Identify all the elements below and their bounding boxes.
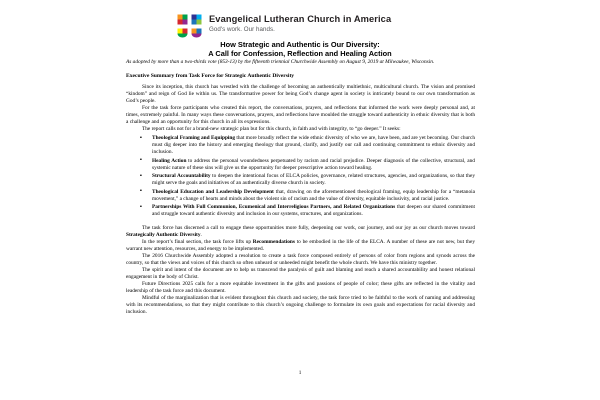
closing-2-post: to be embodied in the life of the ELCA. A number of these are not new, but they warrant new attention, resources, and energy to be implemented. — [126, 238, 476, 252]
paragraph-closing-5: Future Directions 2025 calls for a more equitable investment in the gifts and passions of people of color; these gifts are reflected in the vitality and leadership of the task force and this document. — [126, 280, 475, 294]
closing-2-bold: Recommendations — [252, 238, 295, 245]
paragraph-closing-3: The 2016 Churchwide Assembly adopted a resolution to create a task force composed entirely of persons of color from regions and synods across the country, so that the views and voices of this church so often unheard or unheeded might benefit the whole church. We have this ministry together. — [126, 252, 475, 266]
seeks-bullet-list — [126, 135, 475, 218]
closing-1-bold: Strategically Authentic Diversity — [126, 231, 201, 238]
elca-cross-shield-logo — [176, 13, 203, 39]
closing-1-post: . — [200, 231, 202, 238]
bullet-lead: Theological Education and Leadership Development — [152, 188, 274, 195]
list-item — [126, 204, 475, 218]
paragraph-intro-2: For the task force participants who created this report, the conversations, prayers, and reflections that informed the work were deeply personal and, at times, extremely painful. In many ways these conversations, prayers, and reflections have moulded the struggle toward authenticity in ethnic diversity that is both a challenge and an opportunity for this church in all its expressions. — [126, 104, 475, 125]
bullet-text: to address the personal woundedness perpetuated by racism and racial prejudice. Deeper diagnosis of the collective, structural, and systemic nature of these sins will give us the opportunity for deeper prescriptive action toward healing. — [152, 157, 475, 171]
document-title — [0, 40, 600, 59]
organization-tagline: God's work. Our hands. — [209, 26, 275, 33]
bullet-lead: Partnerships With Full Communion, Ecumenical and Interreligious Partners, and Related Organizations — [152, 204, 396, 211]
adoption-note: As adopted by more than a two-thirds vote (853-13) by the fifteenth triennial Churchwide Assembly on August 9, 2019 at Milwaukee, Wisconsin. — [126, 59, 435, 65]
paragraph-intro-1: Since its inception, this church has wrestled with the challenge of becoming an authentically multiethnic, multicultural church. The vision and promised “kindom” and reign of God lie within us. The transformative power for being God’s change agent in society is intricately bound to our own transformation as God’s people. — [126, 83, 475, 104]
page-number: 1 — [298, 370, 302, 376]
paragraph-intro-3: The report calls not for a brand-new strategic plan but for this church, in faith and with integrity, to “go deeper.” It seeks: — [142, 125, 401, 132]
paragraph-closing-6: Mindful of the marginalization that is evident throughout this church and society, the task force tried to be faithful to the work of naming and addressing with its recommendations, so that they might contribute to this church’s ongoing challenge to formulate its own goals and expectations for racial diversity and inclusion. — [126, 294, 475, 315]
masthead — [176, 13, 391, 39]
paragraph-closing-4: The spirit and intent of the document are to help us transcend the paralysis of guilt and blaming and reach a shared accountability and honest relational engagement in the body of Christ. — [126, 266, 475, 280]
bullet-text: that, drawing on the aforementioned theological framing, equip leadership for a “metanoia movement,” a change of hearts and minds about the violent sin of racism and the value of diversity, equitable inclusivity, and racial justice. — [152, 188, 475, 202]
bullet-lead: Healing Action — [152, 157, 187, 164]
masthead-text — [209, 13, 391, 34]
list-item — [126, 189, 475, 203]
list-item — [126, 135, 475, 156]
list-item — [126, 158, 475, 172]
organization-name: Evangelical Lutheran Church in America — [209, 14, 392, 24]
closing-2-pre: In the report’s final section, the task force lifts up — [142, 238, 253, 245]
paragraph-closing-2 — [126, 239, 475, 253]
bullet-text: that more broadly reflect the wide ethnic diversity of who we are, have been, and are yet becoming. Our church must dig deeper into the history and emerging theology that ground, clarify, and justify our call and continuing commitment to ethnic diversity and inclusion. — [152, 135, 475, 156]
bullet-lead: Structural Accountability — [152, 173, 211, 180]
bullet-lead: Theological Framing and Equipping — [152, 135, 236, 142]
document-title-line-1: How Strategic and Authentic is Our Diversity: — [220, 40, 380, 49]
document-title-line-2: A Call for Confession, Reflection and Healing Action — [208, 49, 392, 59]
list-item — [126, 173, 475, 187]
section-heading: Executive Summary from Task Force for Strategic Authentic Diversity — [126, 73, 295, 79]
paragraph-closing-1 — [126, 225, 475, 239]
bullet-text: that deepen our shared commitment and struggle toward authentic diversity and inclusion in our systems, structures, and organizations. — [152, 204, 475, 218]
document-body — [126, 59, 475, 316]
closing-1-pre: The task force has discerned a call to engage these opportunities more fully, deepening our work, our journey, and our joy as our church moves toward — [142, 224, 475, 231]
bullet-text: to deepen the intentional focus of ELCA policies, governance, related structures, agencies, and organizations, so that they might serve the goals and initiatives of an authentically diverse church in society. — [152, 173, 475, 187]
